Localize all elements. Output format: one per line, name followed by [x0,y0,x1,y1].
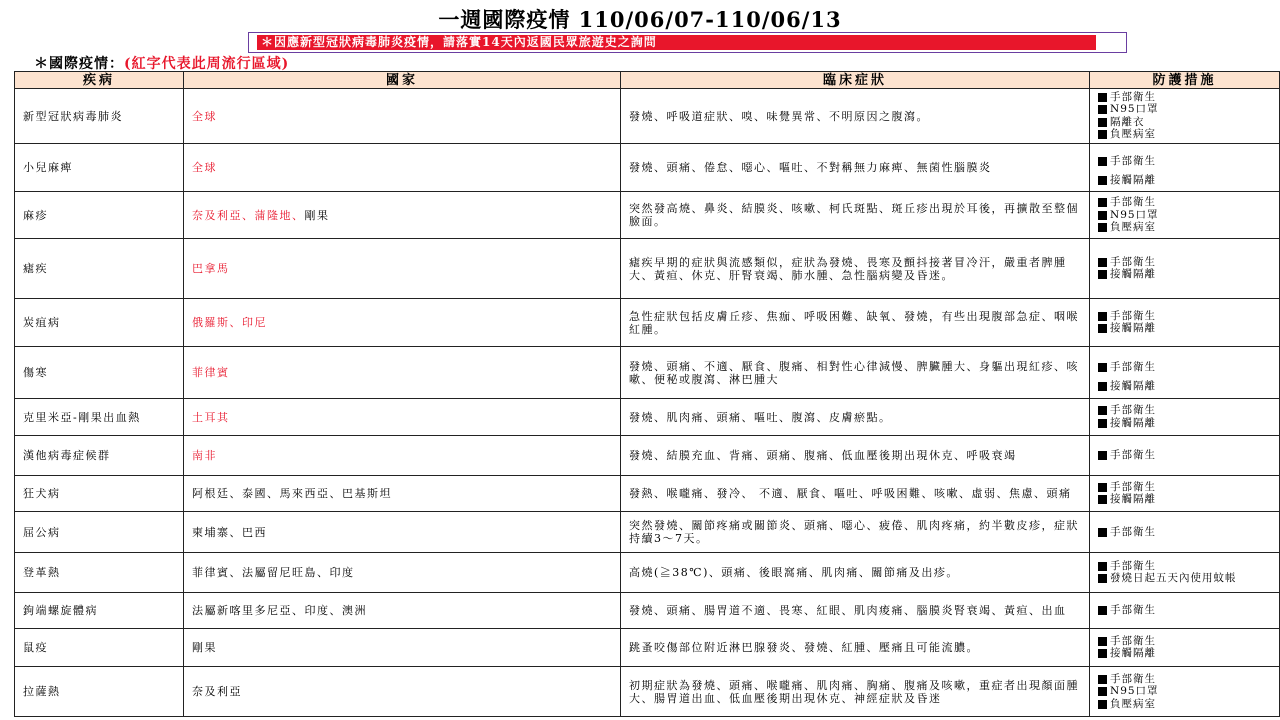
country-text: 奈及利亞、蒲隆地、 [192,208,305,222]
protection-item [1098,417,1271,430]
black-square-icon [1098,606,1107,615]
protection-text: 手部衛生 [1110,672,1156,685]
header-country: 國家 [184,72,621,89]
table-row [15,299,1280,347]
country-text: 阿根廷、泰國、馬來西亞、巴基斯坦 [192,487,392,500]
black-square-icon [1098,700,1107,709]
symptom-cell: 突然發燒、關節疼痛或關節炎、頭痛、噁心、疲倦、肌肉疼痛，約半數皮疹，症狀持續3～7天。 [621,512,1090,553]
country-text: 俄羅斯、印尼 [192,316,267,329]
table-row [15,144,1280,192]
disease-cell: 狂犬病 [15,476,184,512]
symptom-cell: 突然發高燒、鼻炎、結膜炎、咳嗽、柯氏斑點、斑丘疹出現於耳後，再擴散至整個臉面。 [621,192,1090,239]
protection-item [1098,104,1271,117]
protection-text: 接觸隔離 [1110,379,1156,392]
country-text: 法屬新喀里多尼亞、印度、澳洲 [192,604,367,617]
country-cell [184,512,621,553]
protection-text: 手部衛生 [1110,480,1156,493]
country-cell [184,476,621,512]
protection-item [1098,209,1271,222]
symptom-cell: 高燒(≧38℃)、頭痛、後眼窩痛、肌肉痛、關節痛及出疹。 [621,553,1090,593]
symptom-cell: 發燒、呼吸道症狀、嗅、味覺異常、不明原因之腹瀉。 [621,89,1090,144]
country-cell [184,399,621,436]
protection-text: 接觸隔離 [1110,416,1156,429]
black-square-icon [1098,451,1107,460]
black-square-icon [1098,495,1107,504]
country-text: 南非 [192,449,217,462]
protection-text: 手部衛生 [1110,559,1156,572]
protection-item [1098,269,1271,282]
notice-text: ＊因應新型冠狀病毒肺炎疫情，請落實14天內返國民眾旅遊史之詢問 [257,35,1096,50]
protection-item [1098,449,1271,462]
country-cell [184,299,621,347]
table-row [15,476,1280,512]
black-square-icon [1098,483,1107,492]
symptom-cell: 跳蚤咬傷部位附近淋巴腺發炎、發燒、紅腫、壓痛且可能流膿。 [621,629,1090,667]
black-square-icon [1098,105,1107,114]
section-label: ＊國際疫情： [34,56,124,72]
protection-item [1098,685,1271,698]
country-cell [184,593,621,629]
table-header-row [15,72,1280,89]
protection-text: 手部衛生 [1110,255,1156,268]
black-square-icon [1098,211,1107,220]
country-cell [184,144,621,192]
protection-item [1098,481,1271,494]
country-text: 土耳其 [192,410,230,424]
header-protection: 防護措施 [1090,72,1280,89]
disease-cell: 瘧疾 [15,239,184,299]
black-square-icon [1098,382,1107,391]
protection-item [1098,494,1271,507]
table-row [15,553,1280,593]
protection-item [1098,362,1271,375]
protection-item [1098,526,1271,539]
protection-cell [1090,476,1280,512]
protection-item [1098,174,1271,187]
protection-text: N95口罩 [1110,685,1159,697]
protection-cell [1090,512,1280,553]
protection-cell [1090,629,1280,667]
black-square-icon [1098,198,1107,207]
black-square-icon [1098,406,1107,415]
black-square-icon [1098,574,1107,583]
protection-item [1098,380,1271,393]
protection-item [1098,604,1271,617]
black-square-icon [1098,637,1107,646]
black-square-icon [1098,528,1107,537]
protection-text: N95口罩 [1110,103,1159,116]
table-body [15,89,1280,717]
protection-cell [1090,667,1280,717]
protection-text: 負壓病室 [1110,697,1156,710]
table-row [15,512,1280,553]
symptom-cell: 瘧疾早期的症狀與流感類似，症狀為發燒、畏寒及顫抖接著冒冷汗，嚴重者脾腫大、黃疸、休克、肝腎衰竭、肺水腫、急性腦病變及昏迷。 [621,239,1090,299]
symptom-cell: 發燒、頭痛、腸胃道不適、畏寒、紅眼、肌肉痠痛、腦膜炎腎衰竭、黃疸、出血 [621,593,1090,629]
country-text: 菲律賓、法屬留尼旺島、印度 [192,566,355,579]
disease-cell: 登革熱 [15,553,184,593]
black-square-icon [1098,157,1107,166]
table-row [15,629,1280,667]
black-square-icon [1098,270,1107,279]
protection-text: 接觸隔離 [1110,647,1156,660]
protection-text: 負壓病室 [1110,128,1156,141]
black-square-icon [1098,687,1107,696]
black-square-icon [1098,130,1107,139]
disease-cell: 屈公病 [15,512,184,553]
protection-text: 接觸隔離 [1110,322,1156,335]
protection-text: 手部衛生 [1110,196,1156,208]
protection-text: 負壓病室 [1110,221,1156,233]
table-row [15,667,1280,717]
protection-text: 發燒日起五天內使用蚊帳 [1110,572,1237,585]
protection-item [1098,196,1271,209]
protection-item [1098,310,1271,323]
protection-item [1098,405,1271,418]
disease-cell: 鼠疫 [15,629,184,667]
protection-item [1098,573,1271,586]
table-row [15,192,1280,239]
protection-cell [1090,399,1280,436]
black-square-icon [1098,118,1107,127]
protection-text: 隔離衣 [1110,115,1145,128]
notice-banner [248,32,1127,53]
page-title: 一週國際疫情 110/06/07-110/06/13 [438,7,842,32]
country-text: 全球 [192,161,217,174]
country-text: 全球 [192,109,217,123]
protection-text: 手部衛生 [1110,155,1156,168]
protection-cell [1090,144,1280,192]
protection-cell [1090,192,1280,239]
table-row [15,399,1280,436]
country-text: 剛果 [192,641,217,654]
header-disease: 疾病 [15,72,184,89]
black-square-icon [1098,312,1107,321]
disease-cell: 漢他病毒症候群 [15,436,184,476]
country-cell [184,436,621,476]
protection-cell [1090,593,1280,629]
protection-item [1098,698,1271,711]
protection-cell [1090,436,1280,476]
protection-item [1098,648,1271,661]
protection-item [1098,256,1271,269]
epidemic-table [14,71,1280,717]
protection-text: 接觸隔離 [1110,268,1156,281]
protection-text: 接觸隔離 [1110,493,1156,506]
protection-text: 接觸隔離 [1110,173,1156,186]
protection-cell [1090,299,1280,347]
protection-text: 手部衛生 [1110,361,1156,374]
protection-text: 手部衛生 [1110,90,1156,103]
protection-item [1098,129,1271,142]
disease-cell: 麻疹 [15,192,184,239]
disease-cell: 拉薩熱 [15,667,184,717]
country-cell [184,192,621,239]
country-text: 剛果 [304,208,330,222]
black-square-icon [1098,675,1107,684]
disease-cell: 小兒麻痺 [15,144,184,192]
table-row [15,436,1280,476]
country-cell [184,667,621,717]
protection-text: 手部衛生 [1110,525,1156,538]
disease-cell: 炭疽病 [15,299,184,347]
protection-item [1098,156,1271,169]
symptom-cell: 急性症狀包括皮膚丘疹、焦痂、呼吸困難、缺氧、發燒，有些出現腹部急症、咽喉紅腫。 [621,299,1090,347]
disease-cell: 傷寒 [15,347,184,399]
country-text: 柬埔寨、巴西 [192,525,267,539]
protection-item [1098,323,1271,336]
symptom-cell: 發熱、喉嚨痛、發冷、 不適、厭食、嘔吐、呼吸困難、咳嗽、虛弱、焦慮、頭痛 [621,476,1090,512]
protection-item [1098,116,1271,129]
protection-text: 手部衛生 [1110,604,1156,616]
symptom-cell: 初期症狀為發燒、頭痛、喉嚨痛、肌肉痛、胸痛、腹痛及咳嗽，重症者出現顏面腫大、腸胃道出血、低血壓後期出現休克、神經症狀及昏迷 [621,667,1090,717]
protection-item [1098,560,1271,573]
black-square-icon [1098,562,1107,571]
black-square-icon [1098,363,1107,372]
table-row [15,347,1280,399]
country-cell [184,347,621,399]
black-square-icon [1098,324,1107,333]
country-cell [184,239,621,299]
protection-text: 手部衛生 [1110,404,1156,417]
disease-cell: 克里米亞-剛果出血熱 [15,399,184,436]
disease-cell: 鉤端螺旋體病 [15,593,184,629]
country-text: 菲律賓 [192,366,230,379]
protection-cell [1090,553,1280,593]
protection-cell [1090,89,1280,144]
protection-item [1098,673,1271,686]
symptom-cell: 發燒、結膜充血、背痛、頭痛、腹痛、低血壓後期出現休克、呼吸衰竭 [621,436,1090,476]
country-cell [184,629,621,667]
protection-cell [1090,239,1280,299]
protection-text: 手部衛生 [1110,309,1156,322]
disease-cell: 新型冠狀病毒肺炎 [15,89,184,144]
country-text: 巴拿馬 [192,262,230,275]
protection-item [1098,221,1271,234]
table-row [15,239,1280,299]
section-heading [34,53,289,71]
protection-text: 手部衛生 [1110,449,1156,461]
protection-item [1098,635,1271,648]
symptom-cell: 發燒、肌肉痛、頭痛、嘔吐、腹瀉、皮膚瘀點。 [621,399,1090,436]
black-square-icon [1098,419,1107,428]
table-row [15,89,1280,144]
protection-text: N95口罩 [1110,208,1159,221]
symptom-cell: 發燒、頭痛、倦怠、噁心、嘔吐、不對稱無力麻痺、無菌性腦膜炎 [621,144,1090,192]
symptom-cell: 發燒、頭痛、不適、厭食、腹痛、相對性心律減慢、脾臟腫大、身軀出現紅疹、咳嗽、便秘或腹瀉、淋巴腫大 [621,347,1090,399]
header-symptoms: 臨床症狀 [621,72,1090,89]
protection-cell [1090,347,1280,399]
black-square-icon [1098,649,1107,658]
black-square-icon [1098,93,1107,102]
country-cell [184,553,621,593]
black-square-icon [1098,176,1107,185]
protection-item [1098,91,1271,104]
country-text: 奈及利亞 [192,685,242,698]
protection-text: 手部衛生 [1110,634,1156,647]
black-square-icon [1098,258,1107,267]
table-row [15,593,1280,629]
country-cell [184,89,621,144]
black-square-icon [1098,223,1107,232]
section-note: (紅字代表此周流行區域) [124,56,290,72]
